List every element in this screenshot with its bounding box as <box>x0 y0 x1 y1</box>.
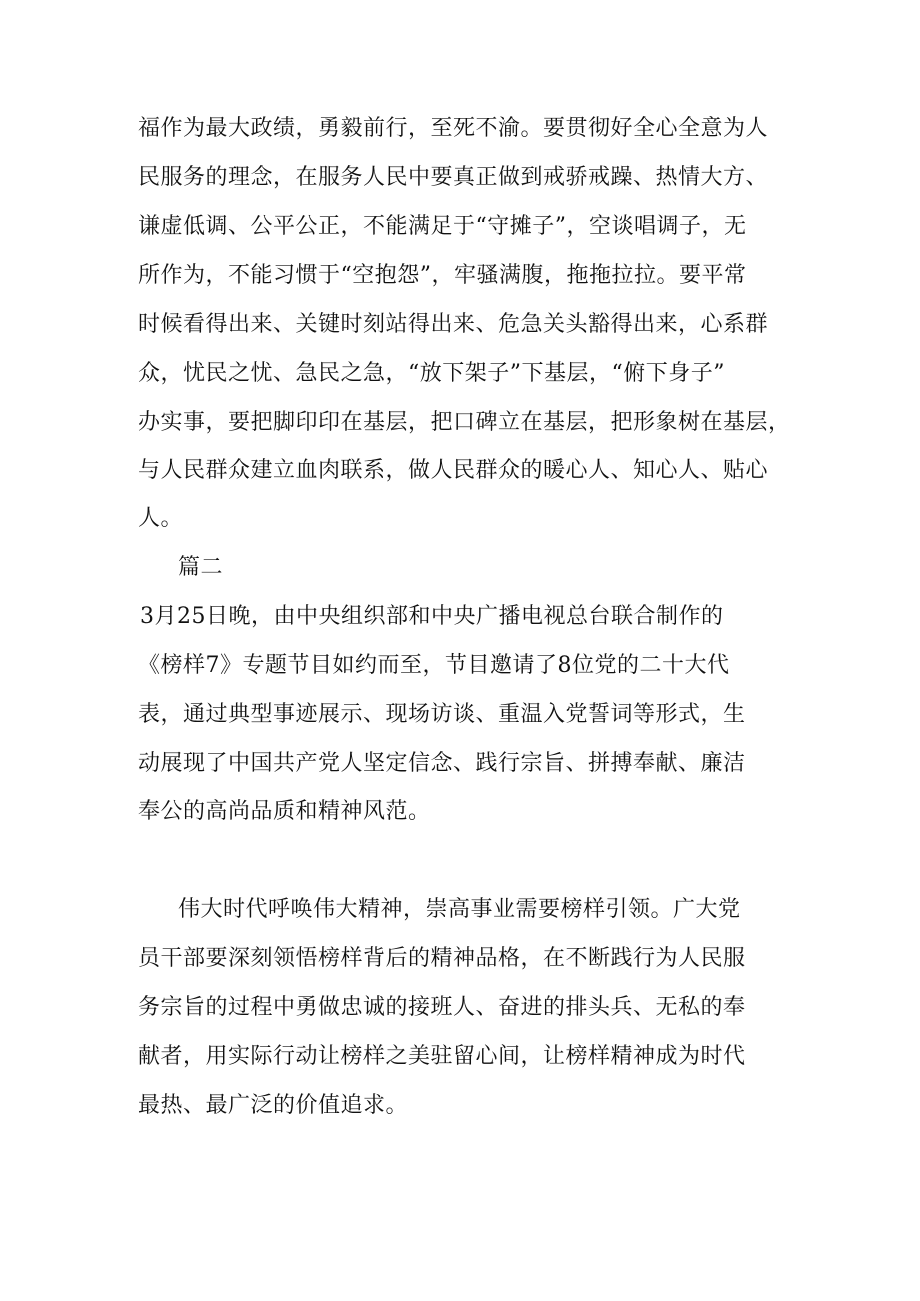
para1-line: 谦虚低调、公平公正，不能满足于“守摊子”，空谈唱调子，无 <box>138 214 747 239</box>
para1-line: 办实事，要把脚印印在基层，把口碑立在基层，把形象树在基层， <box>138 410 791 435</box>
para1-line: 所作为，不能习惯于“空抱怨”，牢骚满腹，拖拖拉拉。要平常 <box>138 263 747 288</box>
para3-line: 员干部要深刻领悟榜样背后的精神品格，在不断践行为人民服 <box>138 946 746 971</box>
para1-line: 时候看得出来、关键时刻站得出来、危急关头豁得出来，心系群 <box>138 312 769 337</box>
para2-line: 3月25日晚，由中央组织部和中央广播电视总台联合制作的 <box>140 604 724 629</box>
para2-line: 表，通过典型事迹展示、现场访谈、重温入党誓词等形式，生 <box>138 702 746 727</box>
para2-line: 奉公的高尚品质和精神风范。 <box>138 799 431 824</box>
para3-line: 伟大时代呼唤伟大精神，崇高事业需要榜样引领。广大党 <box>178 897 741 922</box>
para2-line: 《榜样7》专题节目如约而至，节目邀请了8位党的二十大代 <box>138 653 730 678</box>
section-heading: 篇二 <box>178 555 224 580</box>
para2-line: 动展现了中国共产党人坚定信念、践行宗旨、拼搏奉献、廉洁 <box>138 751 746 776</box>
para1-line: 众，忧民之忧、急民之急，“放下架子”下基层，“俯下身子” <box>138 361 725 386</box>
para1-line: 福作为最大政绩，勇毅前行，至死不渝。要贯彻好全心全意为人 <box>138 116 769 141</box>
para3-line: 最热、最广泛的价值追求。 <box>138 1093 409 1118</box>
para1-line: 人。 <box>138 506 184 531</box>
para1-line: 民服务的理念，在服务人民中要真正做到戒骄戒躁、热情大方、 <box>138 165 769 190</box>
para1-line: 与人民群众建立血肉联系，做人民群众的暖心人、知心人、贴心 <box>138 458 769 483</box>
para3-line: 献者，用实际行动让榜样之美驻留心间，让榜样精神成为时代 <box>138 1044 746 1069</box>
para3-line: 务宗旨的过程中勇做忠诚的接班人、奋进的排头兵、无私的奉 <box>138 995 746 1020</box>
